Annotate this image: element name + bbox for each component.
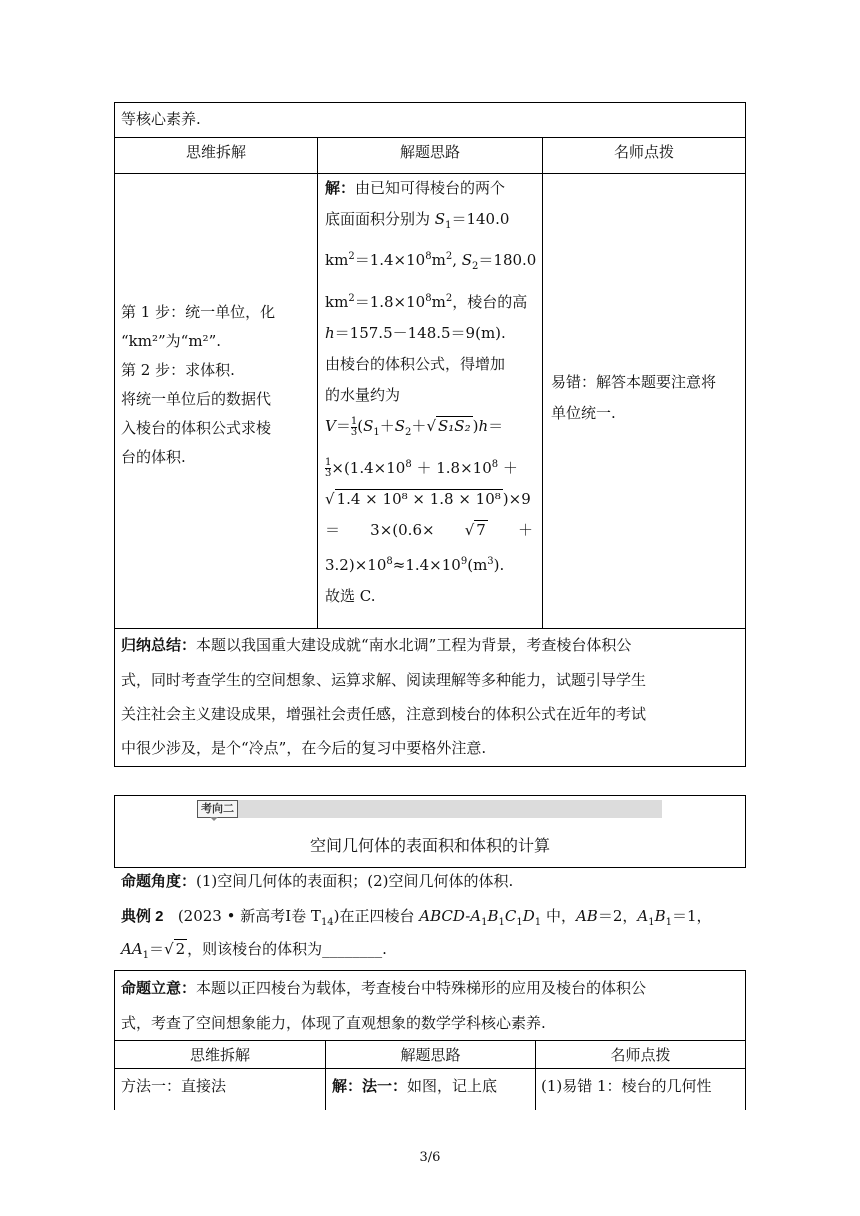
step-line: “km²”为“m²”.	[121, 332, 222, 350]
tip-line: 易错：解答本题要注意将	[551, 373, 717, 391]
table2-col2-solution: 解：法一：如图，记上底	[332, 1077, 498, 1095]
table1-col-divider-1	[317, 137, 318, 628]
solution-line-10: √ 1.4 × 10⁸ × 1.8 × 10⁸ )×9	[325, 489, 531, 508]
angle-label: 命题角度：	[121, 873, 197, 890]
solution-line-11: ＝ 3×(0.6× √ 7 ＋	[325, 521, 533, 540]
step-line: 台的体积.	[121, 448, 186, 466]
step-line: 入棱台的体积公式求棱	[121, 419, 272, 437]
table1-col-divider-2	[542, 137, 543, 628]
solution-line-7: 的水量约为	[325, 386, 401, 405]
solution-line-13: 故选 C.	[325, 587, 376, 606]
summary-line: 关注社会主义建设成果，增强社会责任感，注意到棱台的体积公式在近年的考试	[121, 705, 647, 723]
example-line-2: $AA_1=√$ 2 ，则该棱台的体积为________.	[121, 940, 387, 961]
step-line: 第 2 步：求体积.	[121, 361, 235, 379]
table2-header-tips: 名师点拨	[610, 1047, 671, 1064]
page-number: 3/6	[419, 1150, 441, 1165]
angle-text: (1)空间几何体的表面积；(2)空间几何体的体积.	[196, 872, 514, 890]
table1-bottom-border	[114, 766, 746, 767]
table1-top-border	[114, 102, 746, 103]
table1-header-top-border	[114, 137, 746, 138]
sqrt-icon: √	[325, 489, 335, 508]
fraction-one-third: $\frac{1}{3}$	[350, 415, 358, 438]
solution-line-2: 底面面积分别为 $S_1=140.0$	[325, 210, 510, 232]
solution-line-8: V＝ $\frac{1}{3}$ ($S_1+S_2+√$ S₁S₂ )h＝	[325, 415, 504, 439]
section-tag-bar	[238, 800, 662, 818]
fraction-one-third: $\frac{1}{3}$	[325, 457, 332, 480]
table2-col1-method: 方法一：直接法	[121, 1077, 227, 1095]
step-line: 将统一单位后的数据代	[121, 390, 272, 408]
section-title: 空间几何体的表面积和体积的计算	[309, 838, 550, 855]
table1-col3-tips	[551, 367, 741, 429]
table2-left-border	[114, 970, 115, 1110]
solution-line-6: 由棱台的体积公式，得增加	[325, 355, 506, 374]
solution-line-9: $\frac{1}{3}$ $\times(1.4\times 10^8 + 1.8\times 10^8$ ＋	[325, 457, 518, 480]
table1-left-border	[114, 102, 115, 767]
summary-line: 本题以我国重大建设成就“南水北调”工程为背景，考查棱台体积公	[196, 636, 632, 654]
example-line-1: 典例 2 (2023 • 新高考Ⅰ卷 $T_{14}$)在正四棱台 ABCD-$A_1B_1C_1D_1$ 中，AB＝2，$A_1B_1=1$，	[121, 907, 712, 928]
sqrt-icon: √	[426, 417, 436, 436]
table2-header-thinking: 思维拆解	[189, 1047, 250, 1064]
solution-line-4: $km^2=1.8\times 10^8m^2$，棱台的高	[325, 292, 528, 311]
table1-summary	[121, 628, 741, 765]
solution-line-12: $3.2)\times 10^8\approx 1.4\times 10^9(m^3)$.	[325, 556, 505, 575]
table1-col2-solution	[325, 173, 537, 613]
table1-col1-steps	[121, 298, 313, 472]
summary-line: 式，同时考查学生的空间想象、运算求解、阅读理解等多种能力，试题引导学生	[121, 671, 647, 689]
table2-col3-tip: (1)易错 1：棱台的几何性	[541, 1077, 712, 1095]
table2-header-solution: 解题思路	[400, 1047, 461, 1064]
table1-header-solution: 解题思路	[399, 144, 460, 161]
table1-header-tips: 名师点拨	[613, 144, 674, 161]
table2-header-top-border	[114, 1040, 746, 1041]
table2-header-bottom-border	[114, 1068, 746, 1069]
step-line: 第 1 步：统一单位，化	[121, 303, 276, 321]
section-tag-arrow-icon	[210, 817, 218, 821]
example-label: 典例 2	[121, 908, 164, 925]
table1-header-thinking: 思维拆解	[185, 144, 246, 161]
solution-line-5: h＝157.5－148.5＝9(m).	[325, 323, 506, 342]
table2-right-border	[745, 970, 746, 1110]
table1-top-text: 等核心素养.	[121, 110, 201, 128]
table2-intent	[121, 971, 741, 1040]
solution-line-3: $km^2=1.4\times 10^8m^2$, $S_2=180.0$	[325, 251, 537, 273]
solution-line-1: 解：由已知可得棱台的两个	[325, 179, 506, 197]
intent-line: 本题以正四棱台为载体，考查棱台中特殊梯形的应用及棱台的体积公	[196, 979, 647, 997]
tip-line: 单位统一.	[551, 404, 616, 422]
sqrt-icon: √	[164, 940, 174, 958]
table1-right-border	[745, 102, 746, 767]
intent-line: 式，考查了空间想象能力，体现了直观想象的数学学科核心素养.	[121, 1014, 546, 1032]
summary-line: 中很少涉及，是个“冷点”，在今后的复习中要格外注意.	[121, 739, 487, 757]
summary-label: 归纳总结：	[121, 637, 197, 654]
proposition-angle	[121, 868, 513, 895]
intent-label: 命题立意：	[121, 980, 197, 997]
section-tag: 考向二	[197, 800, 238, 818]
sqrt-icon: √	[464, 521, 475, 540]
